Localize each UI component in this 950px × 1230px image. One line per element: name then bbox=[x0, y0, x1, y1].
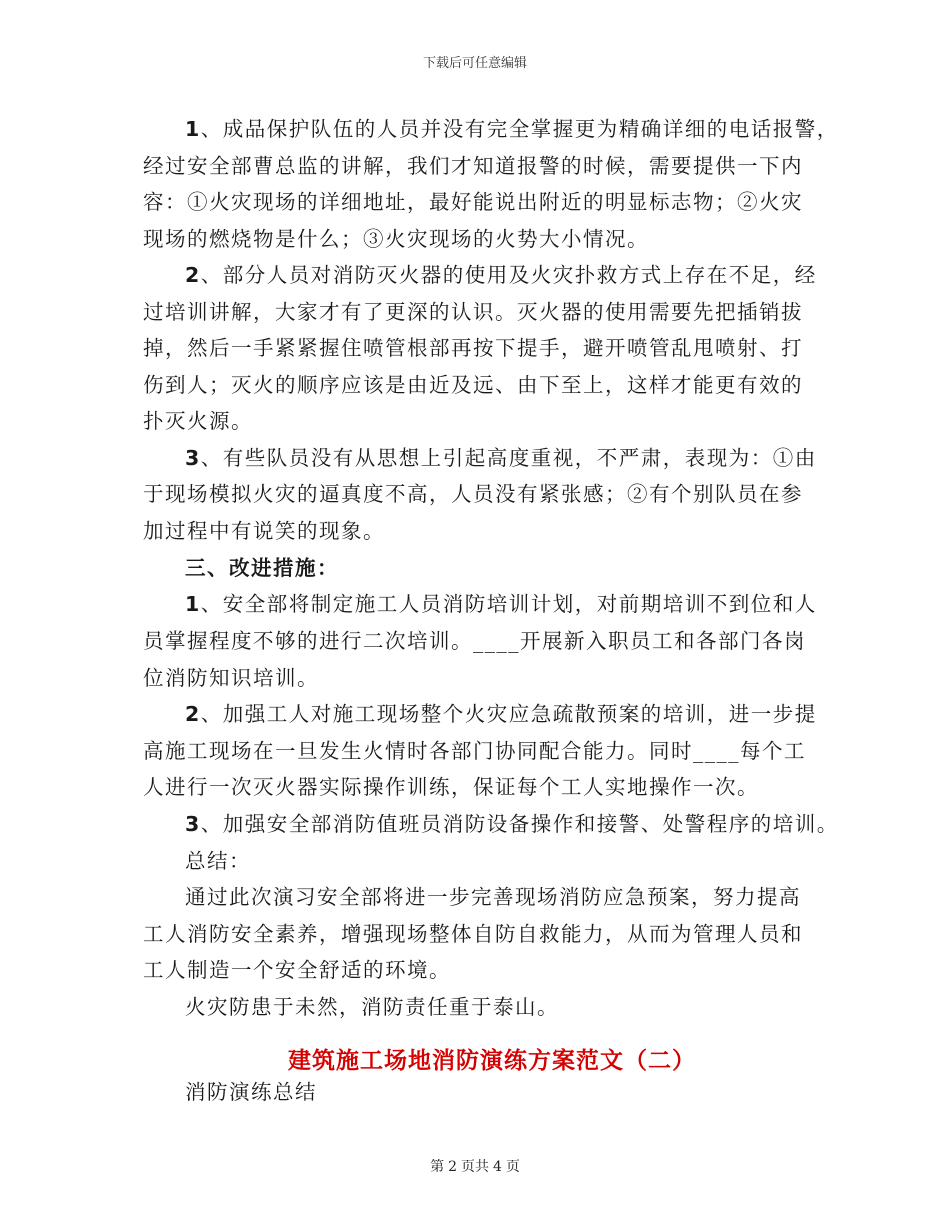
p1-line-3: 容：①火灾现场的详细地址，最好能说出附近的明显标志物；②火灾 bbox=[143, 190, 803, 214]
p1-number: 1 bbox=[185, 117, 201, 141]
m3-line-1 bbox=[185, 812, 839, 836]
p3-number: 3 bbox=[185, 446, 201, 470]
m1-line-2: 员掌握程度不够的进行二次培训。____开展新入职员工和各部门各岗 bbox=[143, 629, 806, 653]
m2-text-1: 、加强工人对施工现场整个火灾应急疏散预案的培训，进一步提 bbox=[200, 702, 817, 726]
summary-line-3: 工人制造一个安全舒适的环境。 bbox=[143, 958, 451, 982]
m2-line-1 bbox=[185, 702, 817, 726]
footer-page-number: 2 bbox=[448, 1159, 457, 1175]
section-title-red: 建筑施工场地消防演练方案范文（二） bbox=[288, 1047, 696, 1074]
m1-text-1: 、安全部将制定施工人员消防培训计划，对前期培训不到位和人 bbox=[200, 592, 817, 616]
m2-line-2: 高施工现场在一旦发生火情时各部门协同配合能力。同时____每个工 bbox=[143, 739, 806, 763]
header-note: 下载后可任意编辑 bbox=[422, 56, 527, 71]
footer-label-post: 页 bbox=[505, 1159, 520, 1175]
p3-line-2: 于现场模拟火灾的逼真度不高，人员没有紧张感；②有个别队员在参 bbox=[143, 482, 803, 506]
m2-line-3: 人进行一次灭火器实际操作训练，保证每个工人实地操作一次。 bbox=[143, 775, 759, 799]
p2-line-4: 伤到人；灭火的顺序应该是由近及远、由下至上，这样才能更有效的 bbox=[143, 373, 803, 397]
p2-line-5: 扑灭火源。 bbox=[143, 409, 253, 433]
p3-line-1 bbox=[185, 446, 817, 470]
summary-line-1: 通过此次演习安全部将进一步完善现场消防应急预案，努力提高 bbox=[185, 885, 801, 909]
subheading: 消防演练总结 bbox=[185, 1080, 317, 1104]
m3-text-1: 、加强安全部消防值班员消防设备操作和接警、处警程序的培训。 bbox=[200, 812, 839, 836]
footer-label-pre: 第 bbox=[430, 1159, 445, 1175]
m1-line-3: 位消防知识培训。 bbox=[143, 666, 319, 690]
summary-line-2: 工人消防安全素养，增强现场整体自防自救能力，从而为管理人员和 bbox=[143, 922, 803, 946]
section-3-heading: 三、改进措施： bbox=[185, 556, 339, 580]
m1-line-1 bbox=[185, 592, 817, 616]
m2-number: 2 bbox=[185, 702, 201, 726]
m1-number: 1 bbox=[185, 592, 201, 616]
p2-line-3: 掉，然后一手紧紧握住喷管根部再按下提手，避开喷管乱甩喷射、打 bbox=[143, 336, 803, 360]
p2-line-2: 过培训讲解，大家才有了更深的认识。灭火器的使用需要先把插销拔 bbox=[143, 300, 803, 324]
p3-text-1: 、有些队员没有从思想上引起高度重视，不严肃，表现为：①由 bbox=[200, 446, 817, 470]
closing-line: 火灾防患于未然，消防责任重于泰山。 bbox=[185, 995, 559, 1019]
p2-number: 2 bbox=[185, 263, 201, 287]
page-footer bbox=[0, 1156, 950, 1176]
footer-page-total: 4 bbox=[493, 1159, 502, 1175]
p3-line-3: 加过程中有说笑的现象。 bbox=[143, 519, 385, 543]
p2-text-1: 、部分人员对消防灭火器的使用及火灾扑救方式上存在不足，经 bbox=[200, 263, 817, 287]
p1-text-1: 、成品保护队伍的人员并没有完全掌握更为精确详细的电话报警， bbox=[200, 117, 839, 141]
m3-number: 3 bbox=[185, 812, 201, 836]
p1-line-1 bbox=[185, 117, 839, 141]
p1-line-4: 现场的燃烧物是什么；③火灾现场的火势大小情况。 bbox=[143, 227, 649, 251]
summary-label: 总结： bbox=[185, 849, 251, 873]
p2-line-1 bbox=[185, 263, 817, 287]
footer-label-mid: 页共 bbox=[461, 1159, 489, 1175]
p1-line-2: 经过安全部曹总监的讲解，我们才知道报警的时候，需要提供一下内 bbox=[143, 154, 803, 178]
